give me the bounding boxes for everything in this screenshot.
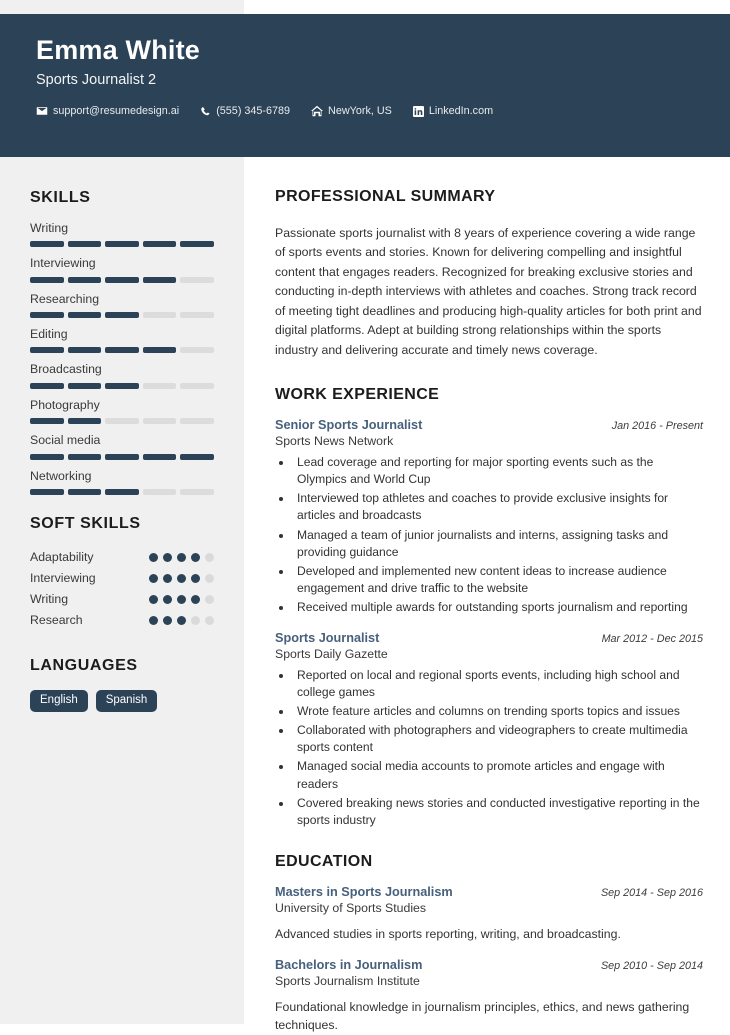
skill-bar-segment bbox=[105, 454, 139, 460]
experience-organization: Sports Daily Gazette bbox=[275, 646, 388, 661]
soft-skills-heading: SOFT SKILLS bbox=[30, 514, 141, 532]
experience-bullet: • Managed social media accounts to promote articles and engage with readers bbox=[293, 758, 703, 792]
skill-row bbox=[30, 433, 214, 459]
experience-bullet: • Covered breaking news stories and conducted investigative reporting in the sports industry bbox=[293, 795, 703, 829]
skill-bar-segment bbox=[30, 347, 64, 353]
experience-bullets bbox=[293, 667, 703, 830]
skill-bar-segment bbox=[180, 277, 214, 283]
experience-entry bbox=[275, 418, 703, 617]
skill-bar-segment bbox=[143, 241, 177, 247]
skill-bar-segment bbox=[143, 418, 177, 424]
summary-text: Passionate sports journalist with 8 years of experience covering a wide range of sports events and stories. Known for delivering compelling and insightful content that engages readers. Recognized for breaking exclusive stories and conducting in-depth interviews with athletes and coaches. Strong track record of meeting tight deadlines and producing high-quality articles for both print and digital platforms. Adept at building strong relationships within the sports industry and delivering accurate and timely news coverage. bbox=[275, 226, 702, 357]
education-header bbox=[275, 885, 703, 899]
rating-dot bbox=[163, 553, 172, 562]
contact-location[interactable] bbox=[311, 105, 392, 117]
soft-skill-name: Writing bbox=[30, 592, 69, 607]
education-institution: Sports Journalism Institute bbox=[275, 973, 420, 988]
languages-list bbox=[30, 690, 214, 713]
sidebar bbox=[0, 157, 244, 712]
rating-dot bbox=[177, 574, 186, 583]
language-tag[interactable]: Spanish bbox=[96, 690, 158, 713]
skill-name: Editing bbox=[30, 327, 68, 342]
experience-entry bbox=[275, 631, 703, 830]
language-tag[interactable]: English bbox=[30, 690, 88, 713]
experience-role: Senior Sports Journalist bbox=[275, 417, 423, 432]
education-date: Sep 2010 - Sep 2014 bbox=[600, 959, 703, 972]
soft-skill-row bbox=[30, 610, 214, 631]
linkedin-icon bbox=[413, 106, 424, 117]
skill-level-bar bbox=[30, 347, 214, 353]
skill-row bbox=[30, 327, 214, 353]
contact-linkedin-label: LinkedIn.com bbox=[428, 105, 494, 118]
soft-skill-row bbox=[30, 547, 214, 568]
skill-bar-segment bbox=[180, 454, 214, 460]
soft-skill-rating bbox=[149, 595, 214, 604]
resume-header bbox=[0, 14, 730, 157]
skill-bar-segment bbox=[143, 454, 177, 460]
candidate-job-title: Sports Journalist 2 bbox=[36, 72, 157, 89]
rating-dot bbox=[177, 616, 186, 625]
skill-level-bar bbox=[30, 418, 214, 424]
rating-dot bbox=[163, 574, 172, 583]
skill-row bbox=[30, 469, 214, 495]
contact-email[interactable] bbox=[36, 105, 179, 117]
rating-dot bbox=[149, 553, 158, 562]
skill-level-bar bbox=[30, 454, 214, 460]
skill-bar-segment bbox=[68, 241, 102, 247]
experience-bullets bbox=[293, 454, 703, 617]
skill-bar-segment bbox=[68, 489, 102, 495]
skill-bar-segment bbox=[68, 312, 102, 318]
skill-name: Researching bbox=[30, 291, 100, 306]
contact-location-label: NewYork, US bbox=[328, 105, 392, 118]
experience-header bbox=[275, 631, 703, 645]
skill-row bbox=[30, 292, 214, 318]
skill-level-bar bbox=[30, 312, 214, 318]
professional-summary-section bbox=[275, 188, 703, 360]
skill-bar-segment bbox=[30, 454, 64, 460]
contact-phone-label: (555) 345-6789 bbox=[216, 105, 291, 118]
skill-name: Broadcasting bbox=[30, 362, 102, 377]
experience-bullet: • Reported on local and regional sports events, including high school and college games bbox=[293, 667, 703, 701]
education-description: Advanced studies in sports reporting, writing, and broadcasting. bbox=[275, 927, 621, 942]
education-section bbox=[275, 853, 703, 1034]
experience-date: Mar 2012 - Dec 2015 bbox=[601, 632, 703, 645]
experience-bullet: • Received multiple awards for outstanding sports journalism and reporting bbox=[293, 599, 703, 616]
rating-dot bbox=[149, 574, 158, 583]
skill-bar-segment bbox=[143, 347, 177, 353]
skill-level-bar bbox=[30, 241, 214, 247]
rating-dot bbox=[177, 595, 186, 604]
skill-name: Social media bbox=[30, 433, 101, 448]
rating-dot bbox=[205, 574, 214, 583]
rating-dot bbox=[205, 616, 214, 625]
skill-bar-segment bbox=[68, 277, 102, 283]
skill-bar-segment bbox=[143, 277, 177, 283]
skill-level-bar bbox=[30, 489, 214, 495]
contact-linkedin[interactable] bbox=[413, 105, 493, 117]
contact-list bbox=[36, 105, 730, 117]
skill-bar-segment bbox=[105, 277, 139, 283]
rating-dot bbox=[205, 595, 214, 604]
skills-heading: SKILLS bbox=[30, 189, 91, 206]
experience-date: Jan 2016 - Present bbox=[611, 419, 703, 432]
summary-heading: PROFESSIONAL SUMMARY bbox=[275, 188, 496, 205]
soft-skill-row bbox=[30, 589, 214, 610]
skill-bar-segment bbox=[105, 489, 139, 495]
education-degree: Bachelors in Journalism bbox=[275, 957, 423, 972]
rating-dot bbox=[205, 553, 214, 562]
skill-row bbox=[30, 362, 214, 388]
rating-dot bbox=[149, 595, 158, 604]
education-date: Sep 2014 - Sep 2016 bbox=[600, 887, 703, 900]
skill-bar-segment bbox=[30, 312, 64, 318]
experience-list bbox=[275, 418, 703, 829]
soft-skills-list bbox=[30, 547, 214, 631]
education-degree: Masters in Sports Journalism bbox=[275, 885, 453, 900]
soft-skill-row bbox=[30, 568, 214, 589]
skill-bar-segment bbox=[68, 418, 102, 424]
education-institution: University of Sports Studies bbox=[275, 901, 427, 916]
soft-skill-rating bbox=[149, 616, 214, 625]
skill-level-bar bbox=[30, 277, 214, 283]
skill-name: Photography bbox=[30, 397, 100, 412]
soft-skill-rating bbox=[149, 574, 214, 583]
skill-bar-segment bbox=[68, 383, 102, 389]
skill-row bbox=[30, 256, 214, 282]
experience-bullet: • Lead coverage and reporting for major sporting events such as the Olympics and World Cup bbox=[293, 454, 703, 488]
education-list bbox=[275, 885, 703, 1034]
education-description: Foundational knowledge in journalism principles, ethics, and news gathering techniques. bbox=[275, 999, 690, 1032]
skill-row bbox=[30, 398, 214, 424]
experience-bullet: • Interviewed top athletes and coaches to provide exclusive insights for articles and broadcasts bbox=[293, 490, 703, 524]
skill-bar-segment bbox=[143, 383, 177, 389]
skill-bar-segment bbox=[105, 418, 139, 424]
rating-dot bbox=[191, 574, 200, 583]
rating-dot bbox=[163, 595, 172, 604]
skill-bar-segment bbox=[105, 312, 139, 318]
experience-role: Sports Journalist bbox=[275, 630, 380, 645]
experience-header bbox=[275, 418, 703, 432]
candidate-name: Emma White bbox=[36, 35, 201, 65]
rating-dot bbox=[177, 553, 186, 562]
experience-bullet: • Wrote feature articles and columns on trending sports topics and issues bbox=[293, 703, 703, 720]
skill-bar-segment bbox=[30, 241, 64, 247]
skill-bar-segment bbox=[143, 489, 177, 495]
experience-bullet: • Developed and implemented new content ideas to increase audience engagement and drive traffic to the website bbox=[293, 563, 703, 597]
soft-skill-name: Adaptability bbox=[30, 550, 94, 565]
soft-skill-name: Interviewing bbox=[30, 571, 96, 586]
skill-bar-segment bbox=[143, 312, 177, 318]
rating-dot bbox=[163, 616, 172, 625]
skill-bar-segment bbox=[105, 241, 139, 247]
experience-heading: WORK EXPERIENCE bbox=[275, 385, 440, 403]
rating-dot bbox=[191, 595, 200, 604]
education-entry bbox=[275, 885, 703, 944]
rating-dot bbox=[149, 616, 158, 625]
contact-email-label: support@resumedesign.ai bbox=[53, 105, 180, 118]
phone-icon bbox=[200, 105, 211, 117]
skill-name: Interviewing bbox=[30, 256, 96, 271]
skill-bar-segment bbox=[30, 489, 64, 495]
envelope-icon bbox=[36, 105, 48, 117]
languages-heading: LANGUAGES bbox=[30, 656, 138, 674]
skill-bar-segment bbox=[180, 489, 214, 495]
education-header bbox=[275, 958, 703, 972]
skill-name: Networking bbox=[30, 468, 92, 483]
skill-bar-segment bbox=[180, 312, 214, 318]
education-entry bbox=[275, 958, 703, 1035]
spacer bbox=[275, 360, 703, 386]
skill-bar-segment bbox=[30, 277, 64, 283]
skill-bar-segment bbox=[180, 383, 214, 389]
skill-bar-segment bbox=[30, 383, 64, 389]
experience-organization: Sports News Network bbox=[275, 433, 394, 448]
rating-dot bbox=[191, 553, 200, 562]
soft-skill-name: Research bbox=[30, 613, 83, 628]
skill-bar-segment bbox=[180, 241, 214, 247]
spacer bbox=[275, 831, 703, 853]
skill-row bbox=[30, 221, 214, 247]
skills-list bbox=[30, 221, 214, 495]
skill-bar-segment bbox=[180, 347, 214, 353]
skill-bar-segment bbox=[105, 347, 139, 353]
main-column bbox=[275, 157, 703, 1035]
education-heading: EDUCATION bbox=[275, 853, 373, 871]
experience-bullet: • Collaborated with photographers and videographers to create multimedia sports content bbox=[293, 722, 703, 756]
skill-name: Writing bbox=[30, 221, 69, 235]
rating-dot bbox=[191, 616, 200, 625]
skill-bar-segment bbox=[105, 383, 139, 389]
experience-bullet: • Managed a team of junior journalists and interns, assigning tasks and providing guidance bbox=[293, 527, 703, 561]
work-experience-section bbox=[275, 386, 703, 829]
soft-skill-rating bbox=[149, 553, 214, 562]
skill-bar-segment bbox=[68, 454, 102, 460]
home-icon bbox=[311, 105, 323, 117]
skill-bar-segment bbox=[30, 418, 64, 424]
skill-bar-segment bbox=[68, 347, 102, 353]
languages-section bbox=[30, 657, 214, 713]
soft-skills-section bbox=[30, 515, 214, 631]
contact-phone[interactable] bbox=[200, 105, 290, 117]
skill-level-bar bbox=[30, 383, 214, 389]
skill-bar-segment bbox=[180, 418, 214, 424]
